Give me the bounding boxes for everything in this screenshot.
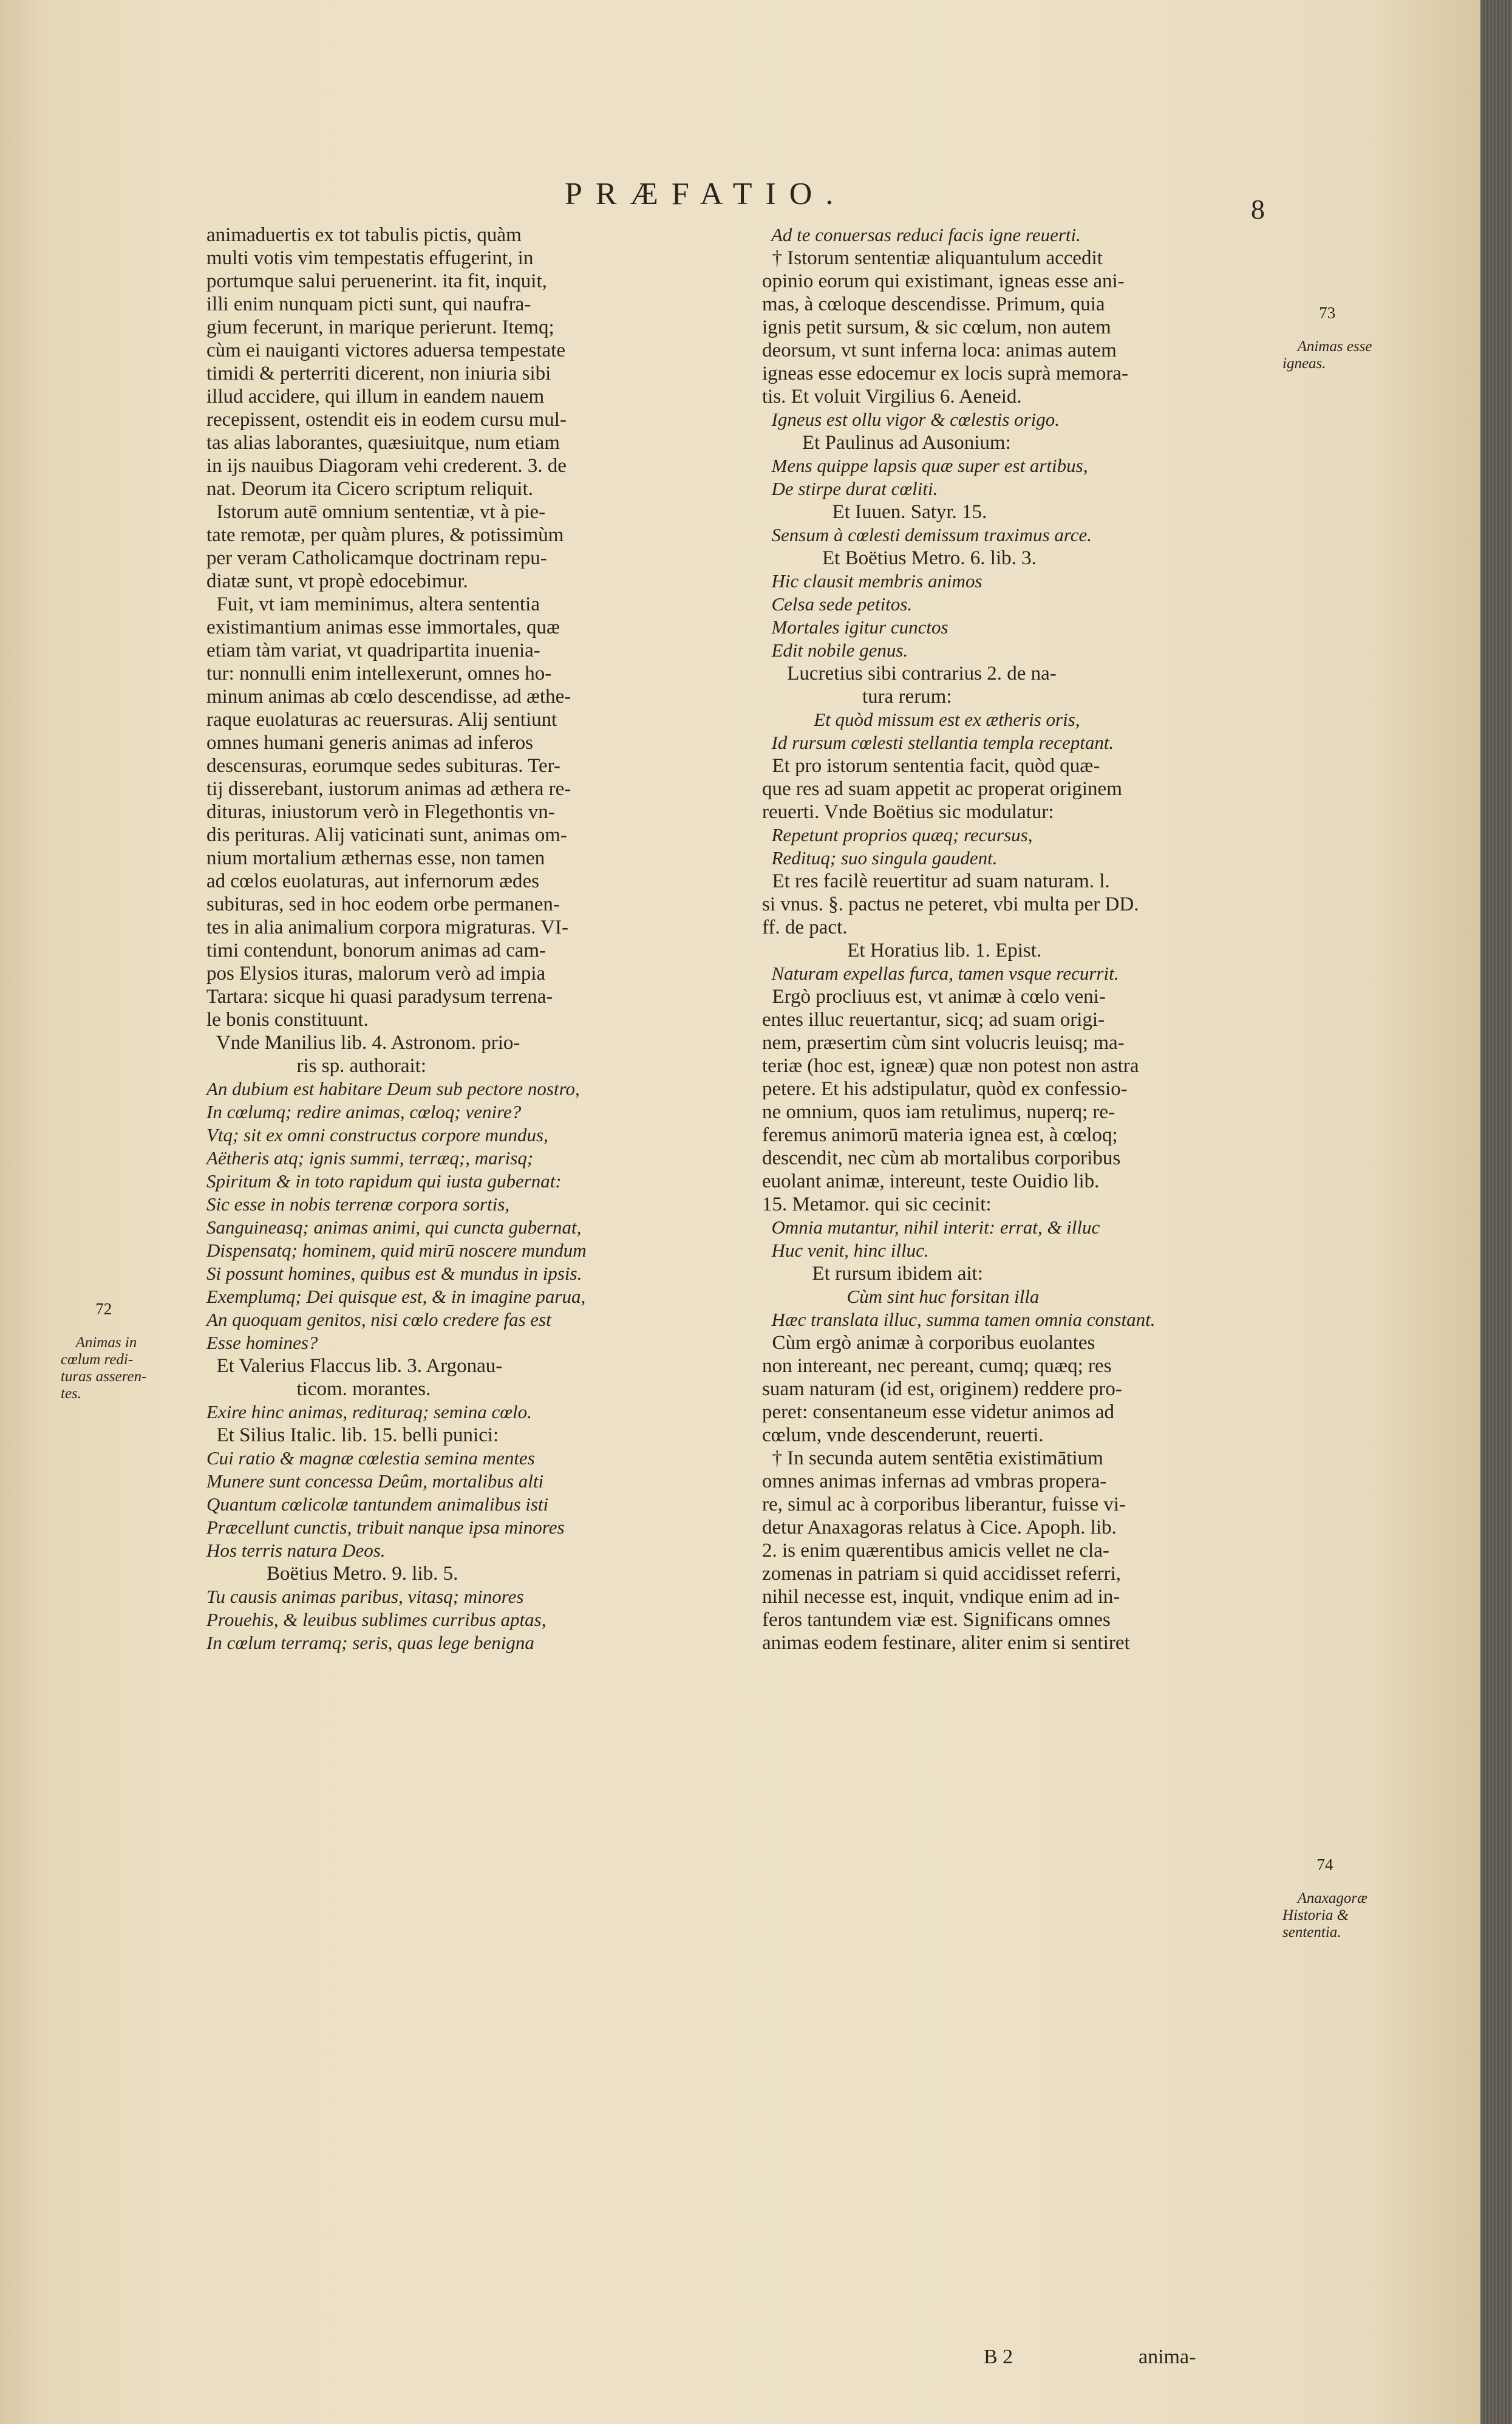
left-column	[206, 224, 741, 1654]
text-line: Hos terris natura Deos.	[206, 1540, 386, 1561]
text-line: animas eodem festinare, aliter enim si sentiret	[762, 1632, 1130, 1654]
text-line: Istorum autē omnium sententiæ, vt à pie-	[206, 501, 546, 523]
text-line: Fuit, vt iam meminimus, altera sententia	[206, 593, 540, 615]
text-line: timi contendunt, bonorum animas ad cam-	[206, 940, 547, 961]
text-line: Et Valerius Flaccus lib. 3. Argonau-	[206, 1355, 503, 1377]
text-line: Boëtius Metro. 9. lib. 5.	[206, 1563, 458, 1585]
text-line: nihil necesse est, inquit, vndique enim ad in-	[762, 1586, 1120, 1608]
text-line: Mens quippe lapsis quæ super est artibus,	[762, 455, 1088, 476]
text-line: Si possunt homines, quibus est & mundus in ipsis.	[206, 1263, 582, 1284]
text-line: entes illuc reuertantur, sicq; ad suam origi-	[762, 1009, 1105, 1031]
margin-note-number: 74	[1316, 1856, 1333, 1874]
catchword: anima-	[1139, 2346, 1196, 2368]
text-line: In cœlum terramq; seris, quas lege benigna	[206, 1632, 534, 1653]
text-line: Cùm ergò animæ à corporibus euolantes	[762, 1332, 1095, 1354]
text-line: nat. Deorum ita Cicero scriptum reliquit.	[206, 478, 533, 500]
text-line: Quantum cœlicolæ tantundem animalibus isti	[206, 1494, 549, 1515]
text-line: que res ad suam appetit ac properat originem	[762, 778, 1122, 800]
text-line: Igneus est ollu vigor & cœlestis origo.	[762, 409, 1060, 430]
text-line: Omnia mutantur, nihil interit: errat, & illuc	[762, 1217, 1100, 1238]
text-line: teriæ (hoc est, igneæ) quæ non potest non astra	[762, 1055, 1139, 1077]
text-line: Lucretius sibi contrarius 2. de na-	[762, 663, 1057, 685]
text-line: Vtq; sit ex omni constructus corpore mundus,	[206, 1124, 548, 1145]
text-line: diatæ sunt, vt propè edocebimur.	[206, 570, 468, 592]
text-line: Et pro istorum sententia facit, quòd quæ-	[762, 755, 1100, 777]
text-line: Hæc translata illuc, summa tamen omnia constant.	[762, 1309, 1156, 1330]
margin-note-number: 72	[95, 1300, 112, 1318]
text-line: De stirpe durat cœliti.	[762, 478, 938, 499]
text-line: omnes animas infernas ad vmbras propera-	[762, 1470, 1107, 1492]
text-line: Aëtheris atq; ignis summi, terræq;, marisq;	[206, 1147, 534, 1169]
text-line: 2. is enim quærentibus amicis vellet ne cla-	[762, 1540, 1109, 1562]
text-line: Et quòd missum est ex ætheris oris,	[762, 709, 1080, 730]
text-line: ris sp. authorait:	[206, 1055, 427, 1077]
text-line: le bonis constituunt.	[206, 1009, 369, 1031]
text-line: Dispensatq; hominem, quid mirū noscere mundum	[206, 1240, 587, 1261]
margin-note-text: Animas in cœlum redi- turas asseren- tes.	[61, 1334, 147, 1402]
text-line: In cœlumq; redire animas, cœloq; venire?	[206, 1101, 522, 1122]
text-line: per veram Catholicamque doctrinam repu-	[206, 547, 547, 569]
text-line: Et Horatius lib. 1. Epist.	[762, 940, 1042, 961]
margin-note-number: 73	[1319, 304, 1336, 322]
text-line: tas alias laborantes, quæsiuitque, num etiam	[206, 432, 560, 454]
text-line: Sanguineasq; animas animi, qui cuncta gubernat,	[206, 1217, 582, 1238]
text-line: in ijs nauibus Diagoram vehi crederent. 3. de	[206, 455, 567, 477]
text-line: ignis petit sursum, & sic cœlum, non autem	[762, 316, 1111, 338]
text-line: tis. Et voluit Virgilius 6. Aeneid.	[762, 386, 1022, 408]
text-line: Tartara: sicque hi quasi paradysum terrena-	[206, 986, 553, 1008]
text-line: re, simul ac à corporibus liberantur, fuisse vi-	[762, 1494, 1126, 1515]
text-line: Redituq; suo singula gaudent.	[762, 847, 998, 869]
text-line: Et Silius Italic. lib. 15. belli punici:	[206, 1424, 499, 1446]
text-line: pos Elysios ituras, malorum verò ad impia	[206, 963, 546, 985]
text-line: nium mortalium æthernas esse, non tamen	[206, 847, 545, 869]
folio-number: 8	[1251, 194, 1265, 225]
text-line: tij disserebant, iustorum animas ad æthera re-	[206, 778, 571, 800]
text-line: Exemplumq; Dei quisque est, & in imagine parua,	[206, 1286, 586, 1307]
margin-note-72	[61, 1266, 146, 1419]
text-line: mas, à cœloque descendisse. Primum, quia	[762, 293, 1105, 315]
text-line: descendit, nec cùm ab mortalibus corporibus	[762, 1147, 1121, 1169]
text-line: multi votis vim tempestatis effugerint, in	[206, 247, 534, 269]
text-line: Vnde Manilius lib. 4. Astronom. prio-	[206, 1032, 520, 1054]
text-line: Et Paulinus ad Ausonium:	[762, 432, 1011, 454]
text-line: petere. Et his adstipulatur, quòd ex confessio-	[762, 1078, 1128, 1100]
text-line: illud accidere, qui illum in eandem nauem	[206, 386, 545, 408]
text-line: zomenas in patriam si quid accidisset referri,	[762, 1563, 1122, 1585]
text-line: Mortales igitur cunctos	[762, 616, 948, 638]
text-line: cœlum, vnde descenderunt, reuerti.	[762, 1424, 1044, 1446]
text-line: portumque salui peruenerint. ita fit, inquit,	[206, 270, 547, 292]
text-line: tura rerum:	[762, 686, 952, 708]
page-edge	[1480, 0, 1512, 2424]
text-line: recepissent, ostendit eis in eodem cursu mul-	[206, 409, 567, 431]
text-line: ne omnium, quos iam retulimus, nuperq; re-	[762, 1101, 1115, 1123]
text-line: † Istorum sententiæ aliquantulum accedit	[762, 247, 1103, 269]
text-line: reuerti. Vnde Boëtius sic modulatur:	[762, 801, 1054, 823]
text-line: dituras, iniustorum verò in Flegethontis vn-	[206, 801, 555, 823]
text-line: gium fecerunt, in marique perierunt. Itemq;	[206, 316, 554, 338]
text-line: Cui ratio & magnæ cœlestia semina mentes	[206, 1447, 535, 1469]
text-line: non intereant, nec pereant, cumq; quæq; res	[762, 1355, 1112, 1377]
text-line: existimantium animas esse immortales, quæ	[206, 616, 560, 638]
text-line: Sensum à cœlesti demissum traximus arce.	[762, 524, 1092, 545]
text-line: An dubium est habitare Deum sub pectore nostro,	[206, 1078, 580, 1099]
text-line: Esse homines?	[206, 1332, 318, 1353]
text-line: illi enim nunquam picti sunt, qui naufra-	[206, 293, 531, 315]
text-line: peret: consentaneum esse videtur animos ad	[762, 1401, 1115, 1423]
text-line: Ad te conuersas reduci facis igne reuerti.	[762, 224, 1081, 245]
text-line: si vnus. §. pactus ne peteret, vbi multa per DD.	[762, 893, 1139, 915]
text-line: Et Boëtius Metro. 6. lib. 3.	[762, 547, 1037, 569]
margin-note-text: Anaxagoræ Historia & sententia.	[1282, 1890, 1367, 1941]
margin-note-text: Animas esse igneas.	[1282, 338, 1372, 372]
margin-note-73	[1282, 270, 1372, 389]
text-line: An quoquam genitos, nisi cœlo credere fas est	[206, 1309, 551, 1330]
text-line: feremus animorū materia ignea est, à cœloq;	[762, 1124, 1118, 1146]
running-header: PRÆFATIO.	[565, 177, 847, 211]
text-line: suam naturam (id est, originem) reddere pro-	[762, 1378, 1122, 1400]
text-line: nem, præsertim cùm sint volucris leuisq; ma-	[762, 1032, 1125, 1054]
text-line: tate remotæ, per quàm plures, & potissimùm	[206, 524, 564, 546]
text-line: Et res facilè reuertitur ad suam naturam. l.	[762, 870, 1110, 892]
text-line: Cùm sint huc forsitan illa	[762, 1286, 1040, 1307]
text-line: Prouehis, & leuibus sublimes curribus aptas,	[206, 1609, 547, 1630]
text-line: detur Anaxagoras relatus à Cice. Apoph. lib.	[762, 1517, 1117, 1538]
text-line: euolant animæ, intereunt, teste Ouidio lib.	[762, 1170, 1100, 1192]
text-line: Hic clausit membris animos	[762, 570, 982, 592]
text-line: igneas esse edocemur ex locis suprà memora-	[762, 363, 1128, 384]
text-line: 15. Metamor. qui sic cecinit:	[762, 1193, 992, 1215]
text-line: ticom. morantes.	[206, 1378, 431, 1400]
right-column	[762, 224, 1278, 1654]
text-line: Spiritum & in toto rapidum qui iusta gubernat:	[206, 1170, 562, 1192]
text-line: Et Iuuen. Satyr. 15.	[762, 501, 987, 523]
text-line: feros tantundem viæ est. Significans omnes	[762, 1609, 1111, 1631]
text-line: † In secunda autem sentētia existimātium	[762, 1447, 1103, 1469]
text-line: Naturam expellas furca, tamen vsque recurrit.	[762, 963, 1119, 984]
text-line: Celsa sede petitos.	[762, 593, 913, 615]
signature-mark: B 2	[984, 2346, 1013, 2368]
text-line: Id rursum cœlesti stellantia templa receptant.	[762, 732, 1114, 753]
text-line: etiam tàm variat, vt quadripartita inuenia-	[206, 640, 540, 661]
text-line: Sic esse in nobis terrenæ corpora sortis,	[206, 1193, 510, 1215]
text-line: tes in alia animalium corpora migraturas. VI-	[206, 917, 568, 938]
margin-note-74	[1282, 1822, 1367, 1958]
text-line: cùm ei nauiganti victores aduersa tempestate	[206, 340, 566, 361]
text-line: Ergò procliuus est, vt animæ à cœlo veni-	[762, 986, 1106, 1008]
text-line: tur: nonnulli enim intellexerunt, omnes ho-	[206, 663, 552, 685]
text-line: Edit nobile genus.	[762, 640, 908, 661]
text-line: ad cœlos euolaturas, aut infernorum ædes	[206, 870, 540, 892]
text-line: deorsum, vt sunt inferna loca: animas autem	[762, 340, 1117, 361]
text-line: ff. de pact.	[762, 917, 848, 938]
text-line: omnes humani generis animas ad inferos	[206, 732, 533, 754]
text-line: dis perituras. Alij vaticinati sunt, animas om-	[206, 824, 567, 846]
text-line: opinio eorum qui existimant, igneas esse ani-	[762, 270, 1125, 292]
text-line: Huc venit, hinc illuc.	[762, 1240, 929, 1261]
text-line: subituras, sed in hoc eodem orbe permanen-	[206, 893, 560, 915]
text-line: Præcellunt cunctis, tribuit nanque ipsa minores	[206, 1517, 565, 1538]
text-line: Munere sunt concessa Deûm, mortalibus alti	[206, 1470, 544, 1492]
text-line: raque euolaturas ac reuersuras. Alij sentiunt	[206, 709, 557, 731]
text-line: Et rursum ibidem ait:	[762, 1263, 983, 1285]
text-line: minum animas ab cœlo descendisse, ad æthe-	[206, 686, 571, 708]
text-line: descensuras, eorumque sedes subituras. Ter-	[206, 755, 560, 777]
text-line: Tu causis animas paribus, vitasq; minores	[206, 1586, 524, 1607]
text-line: Exire hinc animas, redituraq; semina cœlo.	[206, 1401, 532, 1422]
text-line: Repetunt proprios quæq; recursus,	[762, 824, 1033, 845]
text-line: animaduertis ex tot tabulis pictis, quàm	[206, 224, 522, 246]
text-line: timidi & perterriti dicerent, non iniuria sibi	[206, 363, 551, 384]
